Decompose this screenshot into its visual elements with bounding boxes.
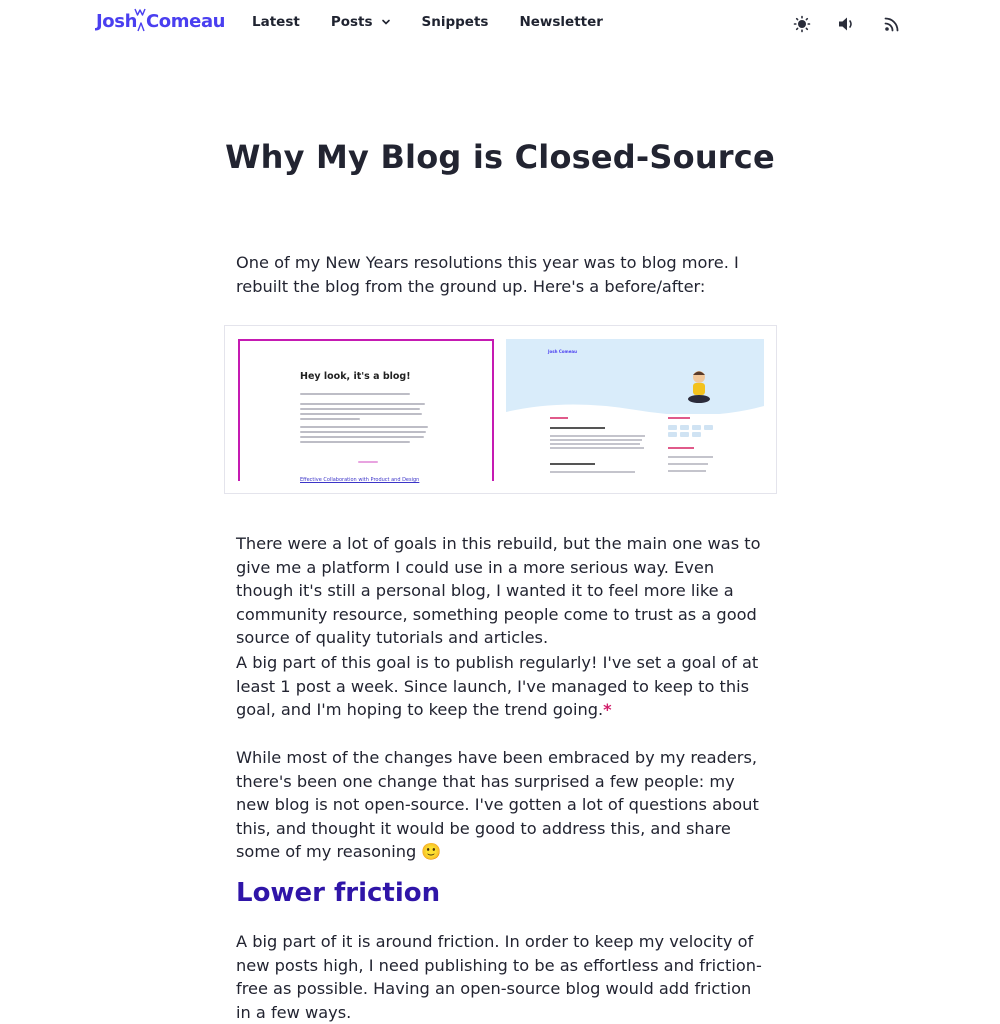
nav-snippets-label: Snippets [421, 14, 489, 30]
text-line [550, 443, 640, 445]
site-header [0, 0, 1000, 48]
divider [358, 461, 378, 463]
page-title: Why My Blog is Closed-Source [225, 138, 775, 176]
text-line [300, 436, 424, 438]
publish-paragraph-text: A big part of this goal is to publish regularly! I've set a goal of at least 1 post a week. Since launch, I've managed to keep to this goal, and I'm hoping to keep the trend going. [236, 653, 759, 719]
avatar-illustration-icon [684, 367, 714, 407]
footnote-marker[interactable]: * [603, 700, 612, 719]
category-tag [668, 432, 677, 437]
before-after-figure [224, 325, 777, 494]
category-tag [680, 425, 689, 430]
sound-toggle-button[interactable] [835, 13, 859, 35]
nav-posts[interactable] [331, 14, 391, 30]
open-source-paragraph: While most of the changes have been embraced by my readers, there's been one change that has surprised a few people: my new blog is not open-source. I've gotten a lot of questions about this, and thought it would be good to address this, and share some of my reasoning 🙂 [236, 748, 759, 861]
category-tag [704, 425, 713, 430]
logo-first-name: Josh [96, 11, 137, 32]
rss-icon [883, 15, 901, 33]
nav-snippets[interactable] [422, 14, 489, 30]
section-heading [668, 447, 694, 449]
nav-newsletter[interactable] [519, 14, 602, 30]
text-line [300, 413, 422, 415]
text-line [668, 463, 708, 465]
text-line [300, 403, 425, 405]
text-line [550, 471, 635, 473]
nav-latest[interactable] [252, 14, 300, 30]
post-title [550, 427, 605, 429]
logo-last-name: Comeau [146, 11, 226, 32]
text-line [300, 408, 420, 410]
main-nav [252, 14, 634, 30]
section-heading [550, 417, 568, 419]
nav-newsletter-label: Newsletter [519, 14, 603, 30]
nav-posts-label: Posts [330, 14, 373, 30]
text-line [300, 418, 360, 420]
before-screenshot [238, 339, 494, 481]
category-tag [680, 432, 689, 437]
section-heading [668, 417, 690, 419]
category-tag [692, 432, 701, 437]
text-line [550, 447, 644, 449]
publish-paragraph [236, 651, 766, 722]
before-screenshot-link: Effective Collaboration with Product and Design [300, 477, 420, 483]
text-line [300, 441, 410, 443]
sun-icon [793, 15, 811, 33]
chevron-down-icon [381, 17, 391, 27]
section-heading-lower-friction: Lower friction [236, 878, 441, 908]
text-line [300, 426, 428, 428]
header-tools [769, 13, 904, 35]
text-line [668, 456, 713, 458]
before-screenshot-title: Hey look, it's a blog! [300, 371, 411, 382]
text-line [550, 439, 642, 441]
category-tag [668, 425, 677, 430]
wave-shape [506, 394, 764, 424]
text-line [550, 435, 645, 437]
after-screenshot-logo: Josh Comeau [548, 349, 577, 354]
text-line [300, 393, 410, 395]
category-tag [692, 425, 701, 430]
text-line [300, 431, 426, 433]
rss-button[interactable] [880, 13, 904, 35]
nav-latest-label: Latest [252, 14, 300, 30]
post-title [550, 463, 595, 465]
text-line [668, 470, 706, 472]
goals-paragraph: There were a lot of goals in this rebuild, but the main one was to give me a platform I could use in a more serious way. Even though it's still a personal blog, I wanted it to feel more like a community resource, something people come to trust as a good source of quality tutorials and articles. [236, 534, 761, 647]
intro-paragraph: One of my New Years resolutions this year was to blog more. I rebuilt the blog from the ground up. Here's a before/after: [236, 253, 739, 296]
friction-paragraph: A big part of it is around friction. In order to keep my velocity of new posts high, I need publishing to be as effortless and friction-free as possible. Having an open-source blog would add friction in a few ways. [236, 932, 762, 1022]
volume-icon [837, 15, 857, 33]
after-screenshot [506, 339, 764, 481]
theme-toggle-button[interactable] [790, 13, 814, 35]
